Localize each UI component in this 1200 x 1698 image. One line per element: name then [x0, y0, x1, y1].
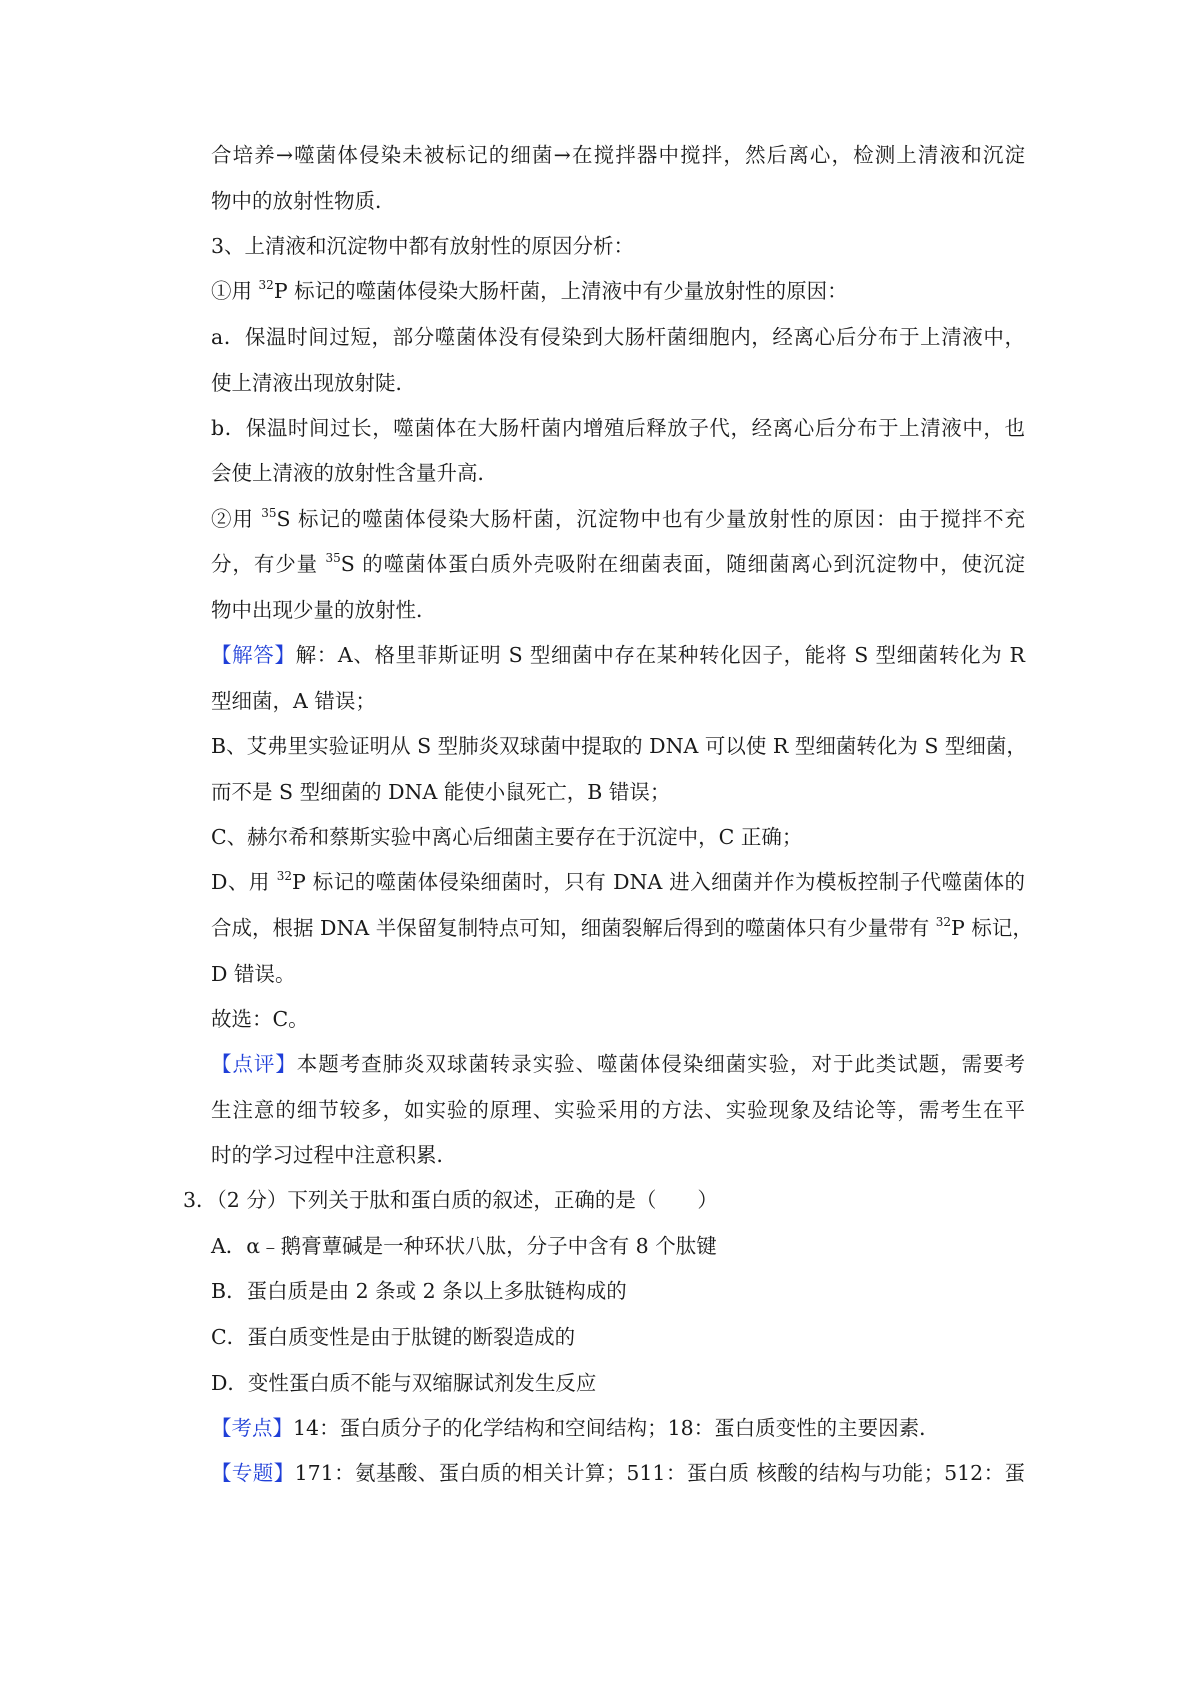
text-line: 3、上清液和沉淀物中都有放射性的原因分析： [211, 234, 635, 258]
text-fragment: 合成，根据 DNA 半保留复制特点可知，细菌裂解后得到的噬菌体只有少量带有 [211, 916, 936, 940]
text-fragment: 本题考查肺炎双球菌转录实验、噬菌体侵染细菌实验，对于此类试题，需要考 [296, 1052, 1026, 1076]
option-d: D．变性蛋白质不能与双缩脲试剂发生反应 [211, 1371, 597, 1395]
topic-tag: 【考点】 [211, 1416, 293, 1440]
answer-tag: 【解答】 [211, 643, 296, 667]
text-line: 会使上清液的放射性含量升高． [211, 461, 498, 485]
text-line: 型细菌，A 错误； [211, 689, 376, 713]
text-fragment: P 标记， [951, 916, 1033, 940]
text-line: B、艾弗里实验证明从 S 型肺炎双球菌中提取的 DNA 可以使 R 型细菌转化为 S 型细菌， [211, 734, 1027, 758]
text-fragment: S 的噬菌体蛋白质外壳吸附在细菌表面，随细菌离心到沉淀物中，使沉淀 [340, 552, 1025, 576]
text-line [211, 1414, 940, 1442]
option-a: A．α﹣鹅膏蕈碱是一种环状八肽，分子中含有 8 个肽键 [211, 1234, 717, 1258]
text-fragment: 解：A、格里菲斯证明 S 型细菌中存在某种转化因子，能将 S 型细菌转化为 R [295, 643, 1025, 667]
text-fragment: 14：蛋白质分子的化学结构和空间结构；18：蛋白质变性的主要因素． [293, 1416, 940, 1440]
text-line: 合培养→噬菌体侵染未被标记的细菌→在搅拌器中搅拌，然后离心，检测上清液和沉淀 [211, 143, 1025, 167]
option-b: B．蛋白质是由 2 条或 2 条以上多肽链构成的 [211, 1279, 627, 1303]
text-fragment: ①用 [211, 279, 259, 303]
text-line: D 错误。 [211, 962, 296, 986]
text-line: 使上清液出现放射陡． [211, 371, 416, 395]
text-line: b．保温时间过长，噬菌体在大肠杆菌内增殖后释放子代，经离心后分布于上清液中，也 [211, 416, 1025, 440]
text-line [211, 505, 1025, 533]
text-line: 物中的放射性物质． [211, 189, 396, 213]
subject-tag: 【专题】 [211, 1461, 295, 1485]
text-fragment: ②用 [211, 507, 262, 531]
isotope-superscript: 32 [276, 869, 293, 883]
isotope-superscript: 32 [935, 915, 952, 929]
text-line: 时的学习过程中注意积累． [211, 1143, 457, 1167]
text-fragment: D、用 [211, 870, 277, 894]
comment-tag: 【点评】 [211, 1052, 297, 1076]
isotope-superscript: 35 [261, 506, 277, 520]
text-fragment: 171：氨基酸、蛋白质的相关计算；511：蛋白质 核酸的结构与功能；512：蛋 [294, 1461, 1026, 1485]
text-line: 物中出现少量的放射性． [211, 598, 437, 622]
text-line: 生注意的细节较多，如实验的原理、实验采用的方法、实验现象及结论等，需考生在平 [211, 1098, 1025, 1122]
text-line [211, 1459, 1025, 1487]
isotope-superscript: 32 [258, 278, 274, 292]
text-line [211, 277, 848, 305]
text-line [211, 550, 1025, 578]
text-line: 而不是 S 型细菌的 DNA 能使小鼠死亡，B 错误； [211, 780, 671, 804]
text-fragment: S 标记的噬菌体侵染大肠杆菌，沉淀物中也有少量放射性的原因：由于搅拌不充 [276, 507, 1025, 531]
text-line [211, 868, 1025, 896]
isotope-superscript: 35 [325, 551, 341, 565]
text-fragment: P 标记的噬菌体侵染大肠杆菌，上清液中有少量放射性的原因： [273, 279, 848, 303]
text-line: C、赫尔希和蔡斯实验中离心后细菌主要存在于沉淀中，C 正确； [211, 825, 803, 849]
text-line: 故选：C。 [211, 1007, 309, 1031]
text-line [211, 914, 1033, 942]
text-fragment: 分，有少量 [211, 552, 326, 576]
text-fragment: P 标记的噬菌体侵染细菌时，只有 DNA 进入细菌并作为模板控制子代噬菌体的 [292, 870, 1025, 894]
text-line: a．保温时间过短，部分噬菌体没有侵染到大肠杆菌细胞内，经离心后分布于上清液中， [211, 325, 1025, 349]
option-c: C．蛋白质变性是由于肽键的断裂造成的 [211, 1325, 576, 1349]
text-line [211, 641, 1025, 669]
question-stem: 3．（2 分）下列关于肽和蛋白质的叙述，正确的是（ ） [183, 1188, 718, 1212]
text-line [211, 1050, 1025, 1078]
